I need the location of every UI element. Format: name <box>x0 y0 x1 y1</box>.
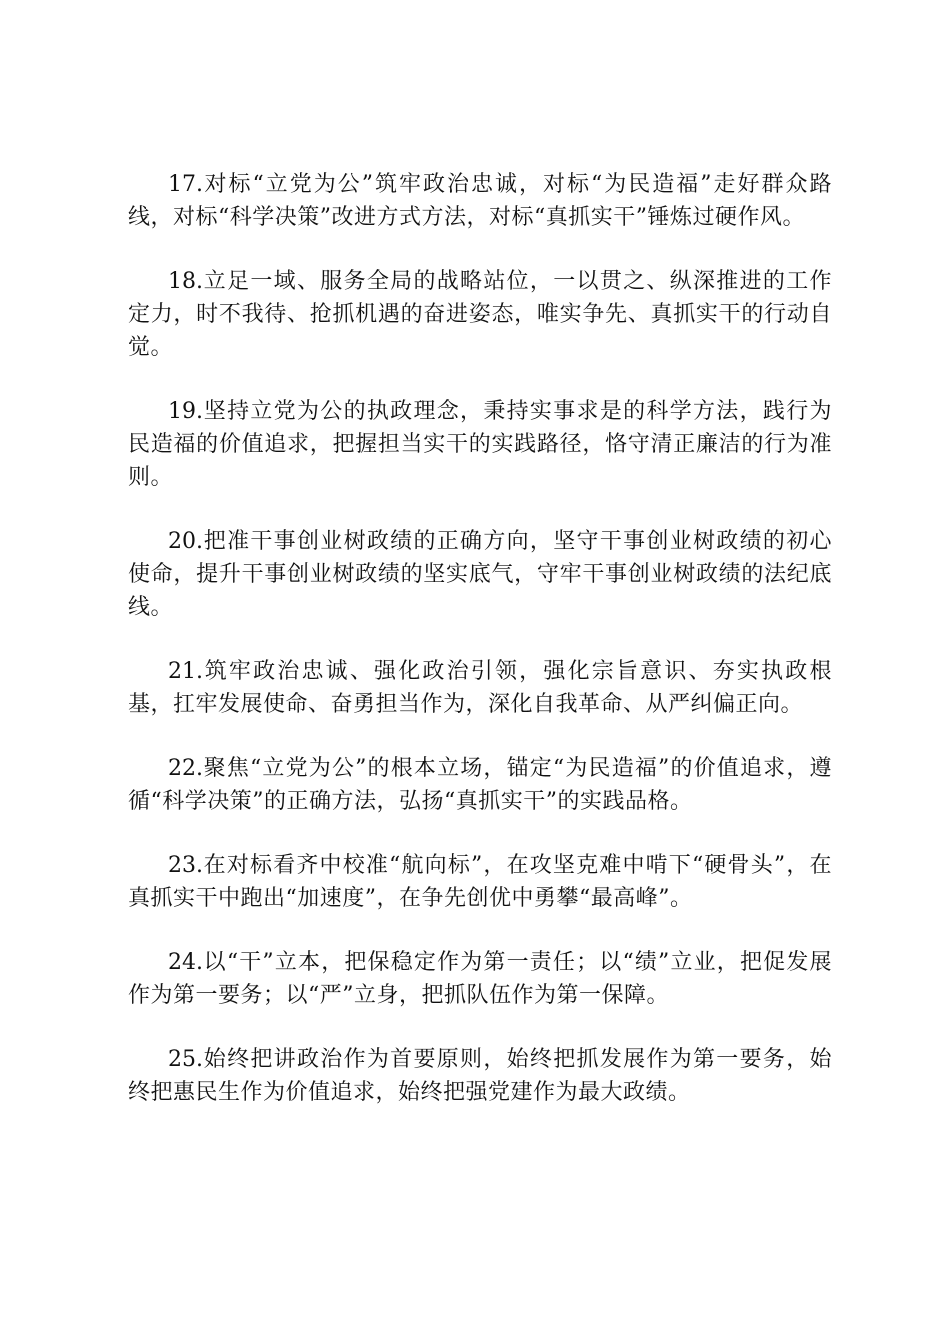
paragraph-text: 对标“立党为公”筑牢政治忠诚，对标“为民造福”走好群众路线，对标“科学决策”改进方式方法，对标“真抓实干”锤炼过硬作风。 <box>128 172 832 230</box>
paragraph-number: 21. <box>168 659 203 684</box>
paragraph-text: 始终把讲政治作为首要原则，始终把抓发展作为第一要务，始终把惠民生作为价值追求，始终把强党建作为最大政绩。 <box>128 1047 832 1105</box>
paragraph-21 <box>128 655 832 721</box>
document-body <box>128 168 832 1140</box>
paragraph-number: 23. <box>168 853 203 878</box>
paragraph-23 <box>128 849 832 915</box>
paragraph-text: 筑牢政治忠诚、强化政治引领，强化宗旨意识、夯实执政根基，扛牢发展使命、奋勇担当作为，深化自我革命、从严纠偏正向。 <box>128 659 832 717</box>
paragraph-number: 18. <box>168 269 203 294</box>
paragraph-text: 立足一域、服务全局的战略站位，一以贯之、纵深推进的工作定力，时不我待、抢抓机遇的奋进姿态，唯实争先、真抓实干的行动自觉。 <box>128 269 832 360</box>
paragraph-17 <box>128 168 832 234</box>
paragraph-number: 20. <box>168 529 203 554</box>
paragraph-text: 以“干”立本，把保稳定作为第一责任；以“绩”立业，把促发展作为第一要务；以“严”立身，把抓队伍作为第一保障。 <box>128 950 832 1008</box>
paragraph-22 <box>128 752 832 818</box>
paragraph-text: 聚焦“立党为公”的根本立场，锚定“为民造福”的价值追求，遵循“科学决策”的正确方法，弘扬“真抓实干”的实践品格。 <box>128 756 832 814</box>
paragraph-text: 在对标看齐中校准“航向标”，在攻坚克难中啃下“硬骨头”，在真抓实干中跑出“加速度”，在争先创优中勇攀“最高峰”。 <box>128 853 832 911</box>
paragraph-number: 22. <box>168 756 203 781</box>
paragraph-18 <box>128 265 832 364</box>
paragraph-25 <box>128 1043 832 1109</box>
paragraph-number: 24. <box>168 950 203 975</box>
paragraph-number: 25. <box>168 1047 203 1072</box>
paragraph-20 <box>128 525 832 624</box>
paragraph-number: 19. <box>168 399 203 424</box>
paragraph-text: 坚持立党为公的执政理念，秉持实事求是的科学方法，践行为民造福的价值追求，把握担当实干的实践路径，恪守清正廉洁的行为准则。 <box>128 399 832 490</box>
paragraph-24 <box>128 946 832 1012</box>
paragraph-number: 17. <box>168 172 203 197</box>
paragraph-19 <box>128 395 832 494</box>
paragraph-text: 把准干事创业树政绩的正确方向，坚守干事创业树政绩的初心使命，提升干事创业树政绩的坚实底气，守牢干事创业树政绩的法纪底线。 <box>128 529 832 620</box>
